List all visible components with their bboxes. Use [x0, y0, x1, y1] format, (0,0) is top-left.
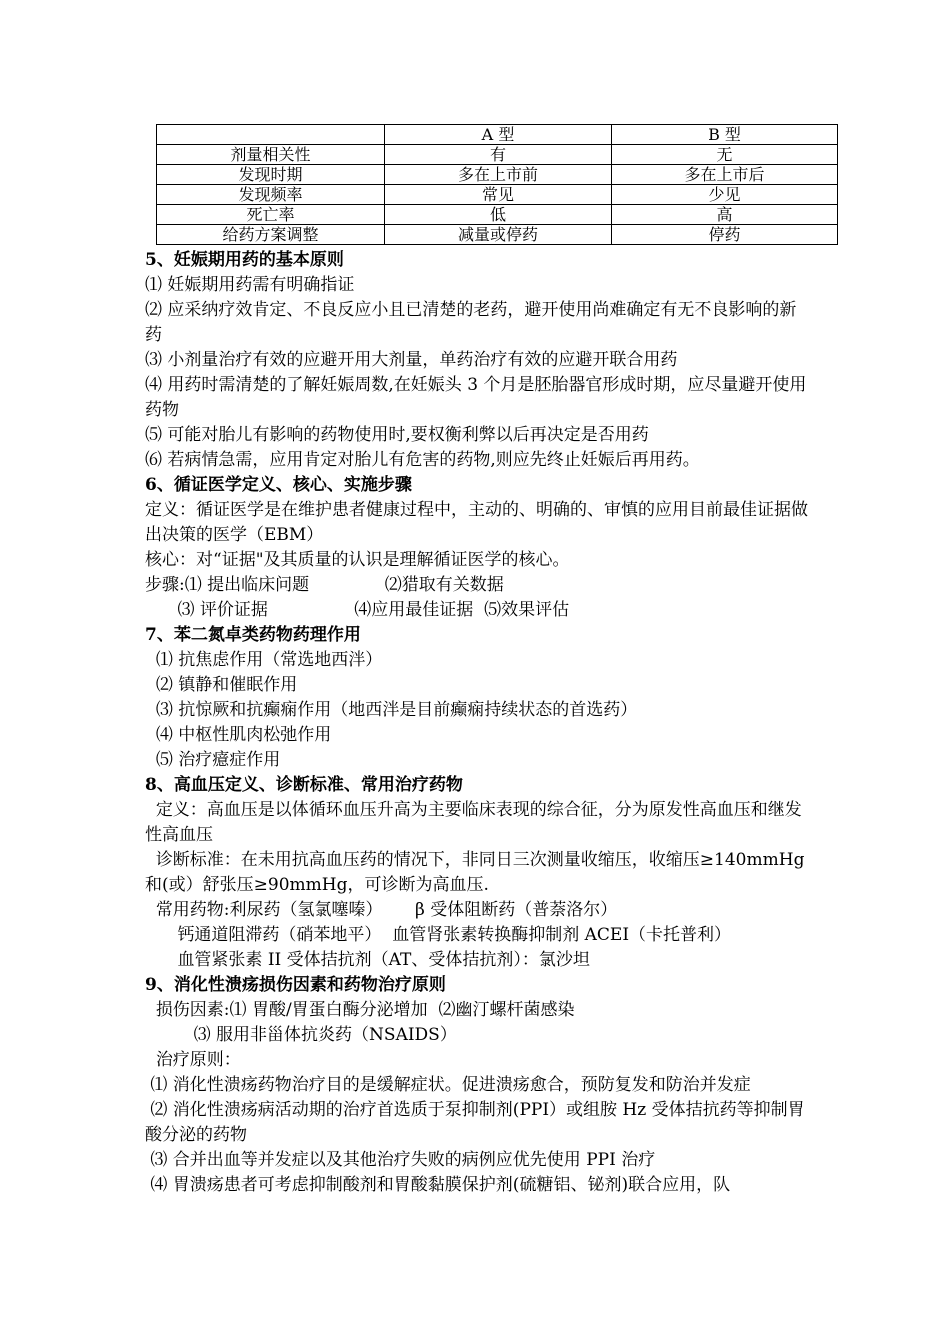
table-cell: 剂量相关性 [157, 145, 385, 165]
paragraph: ⑶ 小剂量治疗有效的应避开用大剂量，单药治疗有效的应避开联合用药 [145, 350, 678, 370]
paragraph: 损伤因素:⑴ 胃酸/胃蛋白酶分泌增加 ⑵幽汀螺杆菌感染 [145, 1000, 575, 1020]
paragraph: ⑸ 可能对胎儿有影响的药物使用时,要权衡利弊以后再决定是否用药 [145, 425, 649, 445]
table-cell: 少见 [612, 185, 838, 205]
paragraph: 钙通道阻滞药（硝苯地平） 血管肾张素转换酶抑制剂 ACEI（卡托普利） [145, 925, 732, 945]
paragraph: ⑵ 应采纳疗效肯定、不良反应小且已清楚的老药，避开使用尚难确定有无不良影响的新药 [145, 300, 797, 345]
paragraph: 常用药物:利尿药（氢氯噻嗪） β 受体阻断药（普萘洛尔） [145, 900, 618, 920]
table-header-cell [157, 125, 385, 145]
paragraph: ⑹ 若病情急需，应用肯定对胎儿有危害的药物,则应先终止妊娠后再用药。 [145, 450, 700, 470]
table-row [157, 145, 838, 165]
table-header-row [157, 125, 838, 145]
paragraph: ⑴ 妊娠期用药需有明确指证 [145, 275, 355, 295]
table-cell: 无 [612, 145, 838, 165]
paragraph: ⑷ 用药时需清楚的了解妊娠周数,在妊娠头 3 个月是胚胎器官形成时期，应尽量避开使用药物 [145, 375, 807, 420]
paragraph: ⑶ 抗惊厥和抗癫痫作用（地西泮是目前癫痫持续状态的首选药） [145, 700, 638, 720]
document-body [145, 248, 813, 1198]
section-heading: 7、苯二氮卓类药物药理作用 [145, 625, 361, 645]
table-cell: 有 [385, 145, 612, 165]
section-heading: 6、循证医学定义、核心、实施步骤 [145, 475, 412, 495]
paragraph: ⑵ 消化性溃疡病活动期的治疗首选质于泵抑制剂(PPI）或组胺 Hz 受体拮抗药等抑制胃酸分泌的药物 [145, 1100, 805, 1145]
table-header-cell: B 型 [612, 125, 838, 145]
table-cell: 死亡率 [157, 205, 385, 225]
paragraph: ⑷ 中枢性肌肉松弛作用 [145, 725, 332, 745]
paragraph: 诊断标准：在未用抗高血压药的情况下，非同日三次测量收缩压，收缩压≥140mmHg 和(或）舒张压≥90mmHg，可诊断为高血压. [145, 850, 810, 895]
table-row [157, 225, 838, 245]
table-row [157, 205, 838, 225]
paragraph: ⑴ 消化性溃疡药物治疗目的是缓解症状。促进溃疡愈合，预防复发和防治并发症 [145, 1075, 751, 1095]
adr-comparison-table [156, 124, 838, 245]
table-cell: 多在上市后 [612, 165, 838, 185]
paragraph: 步骤:⑴ 提出临床问题 ⑵猎取有关数据 [145, 575, 504, 595]
paragraph: ⑶ 合并出血等并发症以及其他治疗失败的病例应优先使用 PPI 治疗 [145, 1150, 656, 1170]
table-row [157, 165, 838, 185]
table-cell: 发现频率 [157, 185, 385, 205]
paragraph: ⑷ 胃溃疡患者可考虑抑制酸剂和胃酸黏膜保护剂(硫糖铝、铋剂)联合应用，队 [145, 1175, 731, 1195]
paragraph: 定义：循证医学是在维护患者健康过程中，主动的、明确的、审慎的应用目前最佳证据做出决策的医学（EBM） [145, 500, 808, 545]
paragraph: ⑶ 服用非甾体抗炎药（NSAIDS） [145, 1025, 457, 1045]
paragraph: ⑸ 治疗癔症作用 [145, 750, 281, 770]
paragraph: ⑵ 镇静和催眠作用 [145, 675, 298, 695]
section-heading: 9、消化性溃疡损伤因素和药物治疗原则 [145, 975, 446, 995]
paragraph: 定义：高血压是以体循环血压升高为主要临床表现的综合征，分为原发性高血压和继发性高血压 [145, 800, 802, 845]
paragraph: 治疗原则： [145, 1050, 241, 1070]
paragraph: ⑴ 抗焦虑作用（常选地西泮） [145, 650, 383, 670]
table-cell: 发现时期 [157, 165, 385, 185]
table-cell: 多在上市前 [385, 165, 612, 185]
paragraph: 核心：对“证据"及其质量的认识是理解循证医学的核心。 [145, 550, 570, 570]
table-cell: 停药 [612, 225, 838, 245]
table-cell: 高 [612, 205, 838, 225]
table-cell: 常见 [385, 185, 612, 205]
table-body [157, 125, 838, 245]
section-heading: 5、妊娠期用药的基本原则 [145, 250, 344, 270]
table-cell: 给药方案调整 [157, 225, 385, 245]
section-heading: 8、高血压定义、诊断标准、常用治疗药物 [145, 775, 463, 795]
table-row [157, 185, 838, 205]
table-header-cell: A 型 [385, 125, 612, 145]
table-cell: 低 [385, 205, 612, 225]
paragraph: ⑶ 评价证据 ⑷应用最佳证据 ⑸效果评估 [145, 600, 570, 620]
table-cell: 减量或停药 [385, 225, 612, 245]
paragraph: 血管紧张素 II 受体拮抗剂（AT、受体拮抗剂）：氯沙坦 [145, 950, 590, 970]
